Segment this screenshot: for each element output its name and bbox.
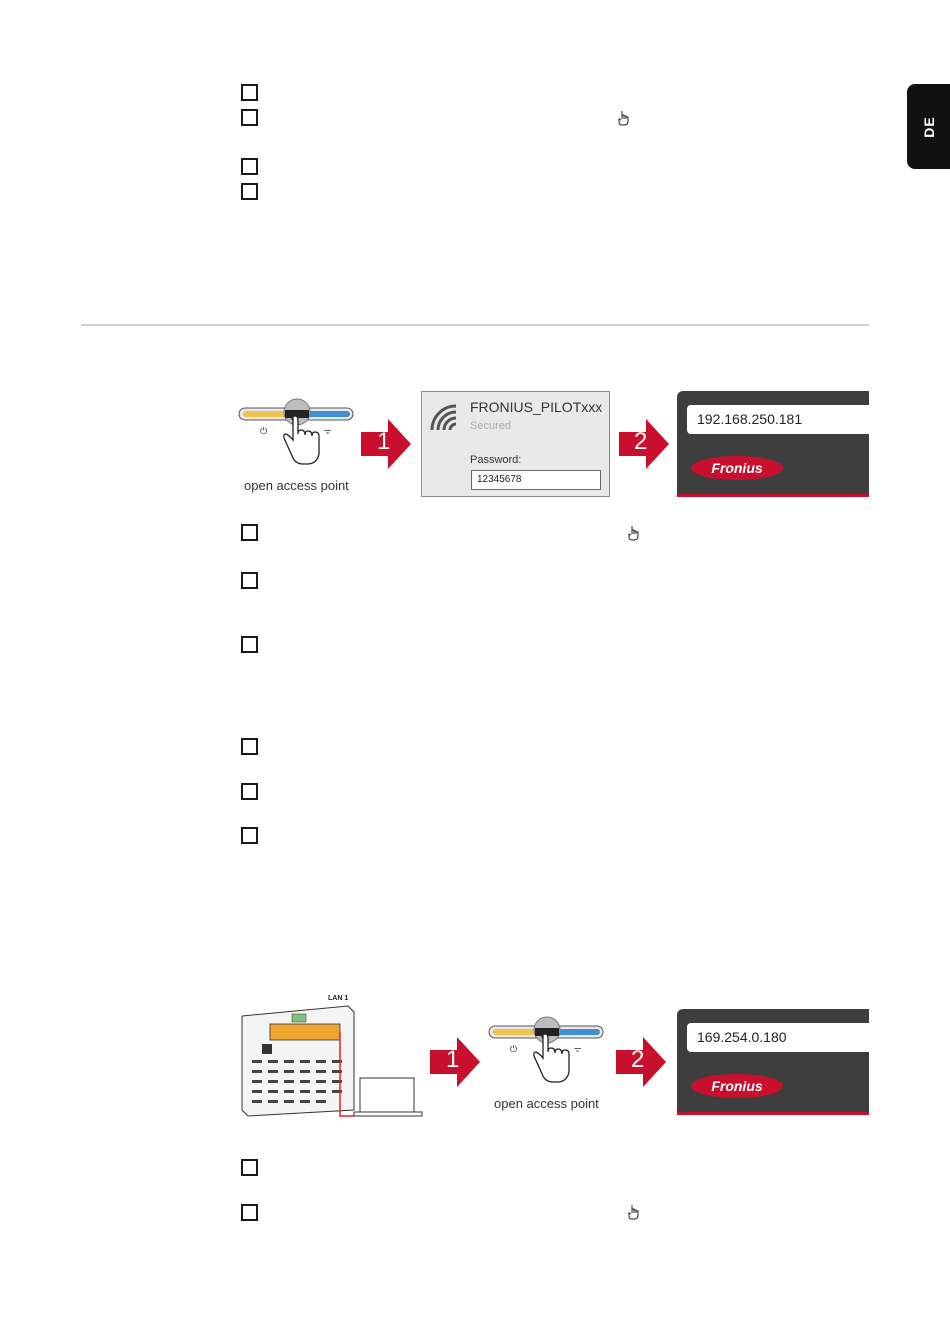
led-caption: open access point — [494, 1096, 599, 1111]
svg-text:ᯤ: ᯤ — [324, 427, 332, 436]
checklist-checkbox[interactable] — [241, 158, 258, 175]
fronius-logo-icon — [691, 1073, 783, 1099]
led-bar-illustration — [238, 398, 356, 478]
step-number-2: 2 — [631, 1046, 645, 1073]
wifi-ssid: FRONIUS_PILOTxxx — [470, 399, 603, 415]
checklist-checkbox[interactable] — [241, 783, 258, 800]
led-bar-illustration — [488, 1016, 606, 1096]
browser-url-input[interactable]: 169.254.0.180 — [687, 1023, 869, 1052]
step-number-1: 1 — [446, 1046, 460, 1073]
svg-text:Fronius: Fronius — [711, 1078, 763, 1094]
led-caption: open access point — [244, 478, 349, 493]
svg-text:⏻: ⏻ — [510, 1045, 518, 1055]
fronius-logo-icon — [691, 455, 783, 481]
checklist-checkbox[interactable] — [241, 738, 258, 755]
wifi-network-card[interactable] — [421, 391, 610, 497]
touch-hand-icon — [627, 1204, 641, 1220]
checklist-checkbox[interactable] — [241, 636, 258, 653]
inverter-device-illustration — [238, 1002, 424, 1120]
svg-text:⏻: ⏻ — [260, 427, 268, 437]
checklist-checkbox[interactable] — [241, 84, 258, 101]
checklist-checkbox[interactable] — [241, 183, 258, 200]
checklist-checkbox[interactable] — [241, 572, 258, 589]
lan-port-label: LAN 1 — [328, 995, 349, 1002]
checklist-checkbox[interactable] — [241, 524, 258, 541]
touch-hand-icon — [627, 525, 641, 541]
password-label: Password: — [470, 454, 522, 466]
svg-text:Fronius: Fronius — [711, 460, 763, 476]
checklist-checkbox[interactable] — [241, 827, 258, 844]
touch-hand-icon — [617, 110, 631, 126]
language-tab-label: DE — [920, 115, 937, 138]
step-number-2: 2 — [634, 428, 648, 455]
section-divider — [81, 324, 869, 326]
browser-url-input[interactable]: 192.168.250.181 — [687, 405, 869, 434]
browser-window — [677, 1009, 869, 1115]
language-tab[interactable] — [907, 84, 950, 169]
password-field[interactable]: 12345678 — [471, 470, 601, 490]
svg-text:ᯤ: ᯤ — [574, 1045, 582, 1054]
wifi-signal-icon — [428, 402, 462, 432]
step-number-1: 1 — [377, 428, 391, 455]
checklist-checkbox[interactable] — [241, 1204, 258, 1221]
checklist-checkbox[interactable] — [241, 1159, 258, 1176]
browser-window — [677, 391, 869, 497]
checklist-checkbox[interactable] — [241, 109, 258, 126]
wifi-status: Secured — [470, 420, 511, 432]
